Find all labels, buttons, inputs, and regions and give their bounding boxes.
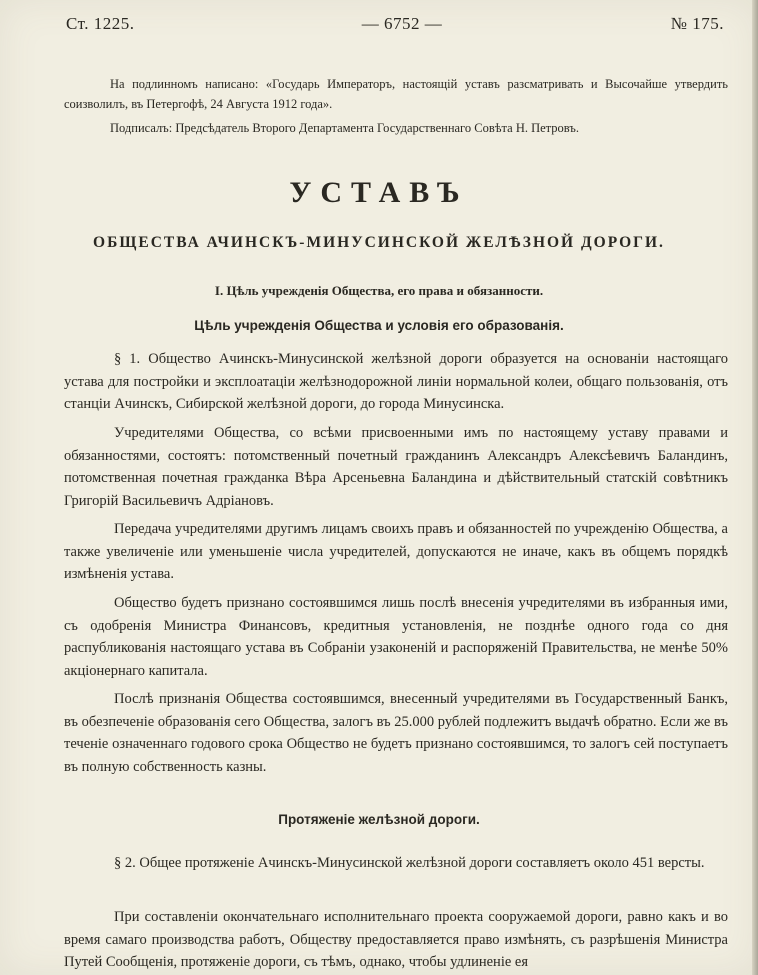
page-edge xyxy=(752,0,758,975)
document-title: УСТАВЪ xyxy=(289,176,469,209)
article-number: Ст. 1225. xyxy=(66,14,135,33)
sub-heading-purpose: Цѣль учрежденія Общества и условія его образованія. xyxy=(194,318,564,333)
paragraph-7 xyxy=(64,906,728,974)
paragraph-text: Передача учредителями другимъ лицамъ своихъ правъ и обязанностей по учрежденію Общества, а также увеличеніе или уменьшеніе числа учредителей, допускаются не иначе, какъ въ общемъ порядкѣ измѣненія устава. xyxy=(64,521,728,582)
sub-heading-length: Протяженіе желѣзной дороги. xyxy=(278,812,480,827)
approval-note-text: На подлинномъ написано: «Государь Императоръ, настоящій уставъ разсматривать и Высочайше утвердить соизволилъ, въ Петергофѣ, 24 Августа 1912 года». xyxy=(64,77,728,111)
approval-note xyxy=(64,74,728,114)
paragraph-5 xyxy=(64,688,728,778)
page-number: — 6752 — xyxy=(361,14,443,33)
paragraph-4 xyxy=(64,592,728,682)
signature-note-text: Подписалъ: Предсѣдатель Второго Департамента Государственнаго Совѣта Н. Петровъ. xyxy=(110,121,579,135)
issue-number: № 175. xyxy=(670,14,724,33)
paragraph-text: Учредителями Общества, со всѣми присвоенными имъ по настоящему уставу правами и обязанностями, состоятъ: потомственный почетный гражданинъ Александръ Алексѣевичъ Баландинъ, потомственная почетная гражданка Вѣра Арсеньевна Баландина и дѣйствительный статскій совѣтникъ Григорій Васильевичъ Адріановъ. xyxy=(64,425,728,509)
page-header xyxy=(66,14,724,38)
paragraph-text: § 1. Общество Ачинскъ-Минусинской желѣзной дороги образуется на основаніи настоящаго устава для постройки и эксплоатаціи желѣзнодорожной линіи нормальной колеи, общаго пользованія, отъ станціи Ачинскъ, Сибирской желѣзной дороги, до города Минусинска. xyxy=(64,351,728,412)
paragraph-6 xyxy=(64,852,728,875)
paragraph-text: Послѣ признанія Общества состоявшимся, внесенный учредителями въ Государственный Банкъ, въ обезпеченіе образованія сего Общества, залогъ въ 25.000 рублей подлежитъ выдачѣ обратно. Если же въ теченіе означеннаго годового срока Общество не будетъ признано состоявшимся, то залогъ сей поступаетъ въ полную собственность казны. xyxy=(64,691,728,775)
document-subtitle: ОБЩЕСТВА АЧИНСКЪ-МИНУСИНСКОЙ ЖЕЛѢЗНОЙ ДОРОГИ. xyxy=(93,234,665,251)
paragraph-1 xyxy=(64,348,728,416)
section-heading: I. Цѣль учрежденія Общества, его права и обязанности. xyxy=(214,283,544,298)
paragraph-2 xyxy=(64,422,728,512)
paragraph-text: § 2. Общее протяженіе Ачинскъ-Минусинской желѣзной дороги составляетъ около 451 версты. xyxy=(114,855,705,871)
signature-note xyxy=(64,118,728,138)
paragraph-3 xyxy=(64,518,728,586)
paragraph-text: Общество будетъ признано состоявшимся лишь послѣ внесенія учредителями въ избранныя ими, съ одобренія Министра Финансовъ, кредитныя установленія, не позднѣе одного года со дня распубликованія настоящаго устава въ Собраніи узаконеній и распоряженій Правительства, не менѣе 50% акціонернаго капитала. xyxy=(64,595,728,679)
paragraph-text: При составленіи окончательнаго исполнительнаго проекта сооружаемой дороги, равно какъ и во время самаго производства работъ, Обществу предоставляется право измѣнять, съ разрѣшенія Министра Путей Сообщенія, протяженіе дороги, съ тѣмъ, однако, чтобы удлиненіе ея xyxy=(64,909,728,970)
